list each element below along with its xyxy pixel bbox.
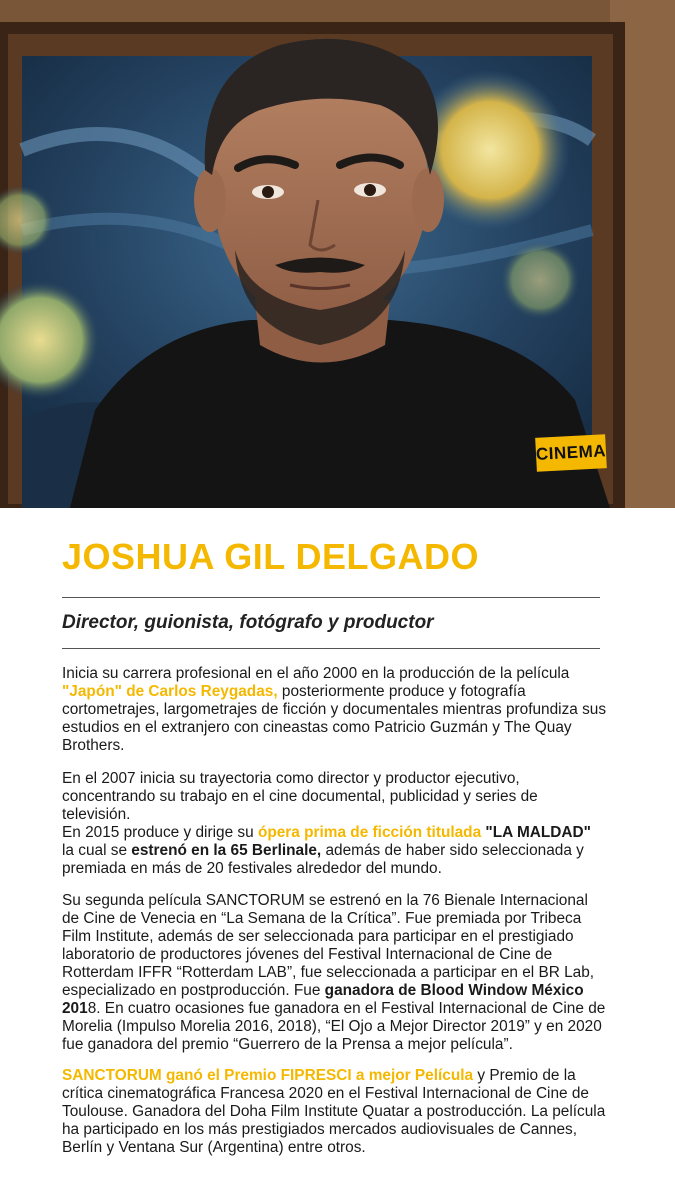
bio-text: y Premio de la crítica cinematográfica Francesa 2020 en el Festival Internacional de Cine de Toulouse. Ganadora del Doha Film Institute Quatar a postroducción. La película ha participado en los más prestigiados mercados audiovisuales de Cannes, Berlín y Ventana Sur (Argentina) entre otros. (62, 1067, 606, 1156)
bio-text: posteriormente produce y fotografía cortometrajes, largometrajes de ficción y documentales mientras profundiza sus estudios en el extranjero con cineastas como Patricio Guzmán y The Quay Brothers. (62, 683, 607, 754)
portrait-photo (0, 0, 675, 508)
highlight-text: SANCTORUM ganó el Premio FIPRESCI a mejor Película (62, 1067, 474, 1084)
bio-text: En el 2007 inicia su trayectoria como director y productor ejecutivo, concentrando su trabajo en el cine documental, publicidad y series de televisión. (62, 770, 538, 823)
highlight-text: "Japón" de Carlos Reygadas, (62, 683, 278, 700)
bio-paragraph-3 (62, 892, 607, 1054)
bottom-divider (62, 648, 600, 649)
bold-text: ganadora de Blood Window México 201 (62, 982, 584, 1017)
highlight-text: ópera prima de ficción titulada (257, 824, 482, 841)
bold-text: estrenó en la 65 Berlinale, (131, 842, 322, 859)
bio-text: Su segunda película SANCTORUM se estrenó en la 76 Bienale Internacional de Cine de Venecia en “La Semana de la Crítica”. Fue premiada por Tribeca Film Institute, además de ser seleccionada para participar en el prestigiado laboratorio de productores jóvenes del Festival Internacional de Cine de Rotterdam IFFR “Rotterdam LAB”, fue seleccionada a participar en el BR Lab, especializado en postproducción. Fue (62, 892, 595, 999)
bio-paragraph-4 (62, 1067, 607, 1157)
person-name: JOSHUA GIL DELGADO (62, 536, 480, 577)
bio-text: la cual se (62, 842, 132, 859)
bio-text: Inicia su carrera profesional en el año 2000 en la producción de la película (62, 665, 570, 682)
bold-text: "LA MALDAD" (481, 824, 591, 841)
bio-text: además de haber sido seleccionada y premiada en más de 20 festivales alrededor del mundo. (62, 842, 584, 877)
cinema-logo: CINEMA (535, 434, 607, 472)
portrait-illustration (0, 0, 675, 508)
person-role: Director, guionista, fotógrafo y productor (62, 612, 434, 633)
bio-paragraph-2 (62, 770, 607, 878)
top-divider (62, 597, 600, 598)
bio-text: 8. En cuatro ocasiones fue ganadora en el Festival Internacional de Cine de Morelia (Impulso Morelia 2016, 2018), “El Ojo a Mejor Director 2019” y en 2020 fue ganadora del premio “Guerrero de la Prensa a mejor película”. (62, 1000, 606, 1053)
bio-text: En 2015 produce y dirige su (62, 824, 258, 841)
bio-paragraph-1 (62, 665, 607, 755)
